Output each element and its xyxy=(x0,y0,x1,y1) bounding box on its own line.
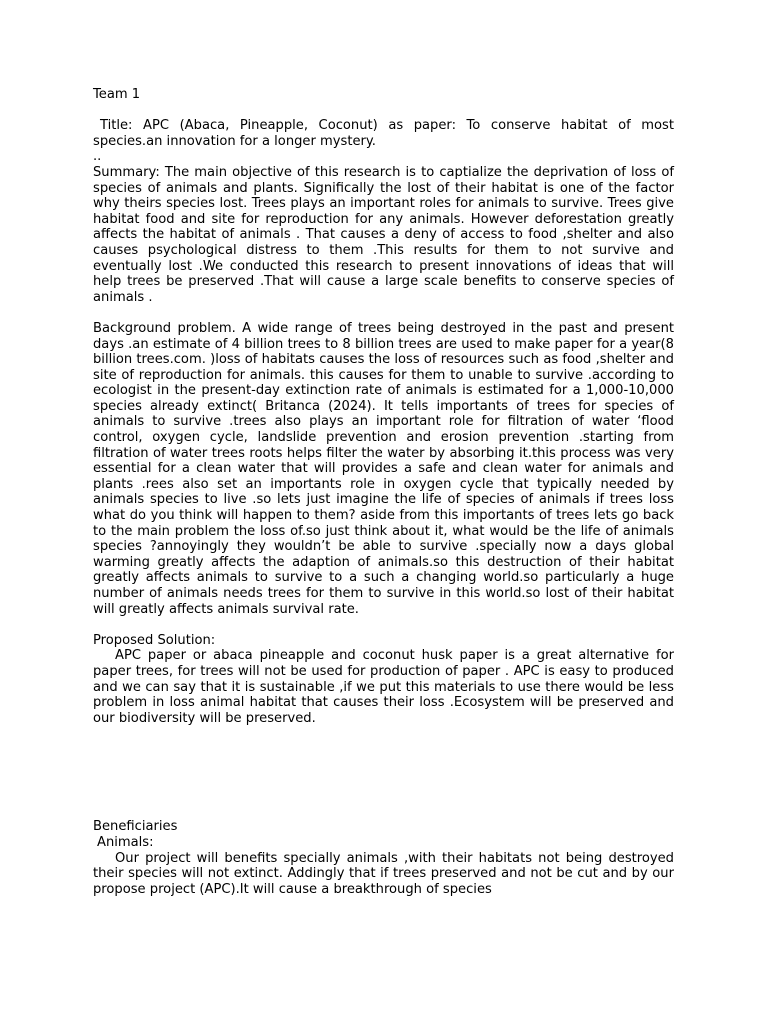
proposed-solution-heading: Proposed Solution: xyxy=(93,632,216,648)
dots-line: .. xyxy=(93,149,102,165)
title-paragraph: Title: APC (Abaca, Pineapple, Coconut) as paper: To conserve habitat of most species.an innovation for a longer mystery. xyxy=(93,118,674,149)
spacer xyxy=(93,726,674,819)
spacer xyxy=(93,305,674,321)
spacer xyxy=(93,103,674,119)
summary-paragraph: Summary: The main objective of this research is to captialize the deprivation of loss of species of animals and plants. Significally the lost of their habitat is one of the factor why theirs species lost. Trees plays an important roles for animals to survive. Trees give habitat food and site for reproduction for any animals. However deforestation greatly affects the habitat of animals . That causes a deny of access to food ,shelter and also causes psychological distress to them .This results for them to not survive and eventually lost .We conducted this research to present innovations of ideas that will help trees be preserved .That will cause a large scale benefits to conserve species of animals . xyxy=(93,164,674,305)
beneficiaries-heading: Beneficiaries xyxy=(93,819,178,835)
team-label: Team 1 xyxy=(93,87,141,102)
background-paragraph: Background problem. A wide range of trees being destroyed in the past and present days .an estimate of 4 billion trees to 8 billion trees are used to make paper for a year(8 billion trees.com. )loss of habitats causes the loss of resources such as food ,shelter and site of reproduction for animals. this causes for them to unable to survive .according to ecologist in the present-day extinction rate of animals is estimated for a 1,000-10,000 species already extinct( Britanca (2024). It tells importants of trees for species of animals to survive .trees also plays an important role for filtration of water ‘flood control, oxygen cycle, landslide prevention and erosion prevention .starting from filtration of water trees roots helps filter the water by absorbing it.this process was very essential for a clean water that will provides a safe and clean water for animals and plants .rees also set an importants role in oxygen cycle that typically needed by animals species to live .so lets just imagine the life of species of animals if trees loss what do you think will happen to them? aside from this importants of trees lets go back to the main problem the loss of.so just think about it, what would be the life of animals species ?annoyingly they wouldn’t be able to survive .specially now a days global warming greatly affects the adaption of animals.so this destruction of their habitat greatly affects animals to survive to a such a changing world.so particularly a huge number of animals needs trees for them to survive in this world.so lost of their habitat will greatly affects animals survival rate. xyxy=(93,320,674,617)
animals-paragraph: Our project will benefits specially animals ,with their habitats not being destroyed their species will not extinct. Addingly that if trees preserved and not be cut and by our propose project (APC).It will cause a breakthrough of species xyxy=(93,850,674,897)
proposed-solution-paragraph: APC paper or abaca pineapple and coconut husk paper is a great alternative for paper trees, for trees will not be used for production of paper . APC is easy to produced and we can say that it is sustainable ,if we put this materials to use there would be less problem in loss animal habitat that causes their loss .Ecosystem will be preserved and our biodiversity will be preserved. xyxy=(93,648,674,726)
animals-heading: Animals: xyxy=(97,834,154,850)
spacer xyxy=(93,617,674,633)
